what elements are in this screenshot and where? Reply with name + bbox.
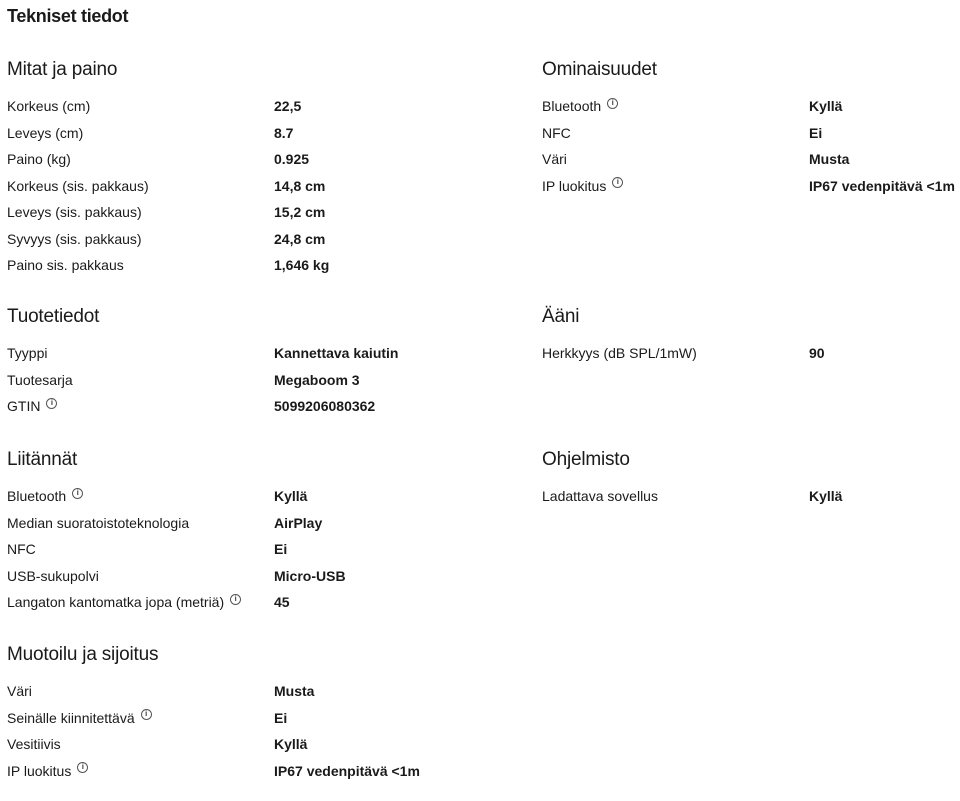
spec-list xyxy=(7,682,532,788)
spec-value: Kannettava kaiutin xyxy=(274,345,399,361)
info-circle-icon[interactable]: i xyxy=(46,398,57,409)
spec-row xyxy=(7,150,532,177)
spec-label-text: Korkeus (cm) xyxy=(7,98,91,114)
spec-list xyxy=(542,487,960,514)
spec-row xyxy=(7,709,532,736)
spec-label xyxy=(7,682,32,700)
section-title: Ääni xyxy=(542,306,580,327)
spec-value: Micro-USB xyxy=(274,567,346,584)
spec-list xyxy=(7,487,532,620)
spec-label-text: Paino (kg) xyxy=(7,151,71,167)
spec-value: AirPlay xyxy=(274,514,323,531)
spec-label xyxy=(7,709,152,727)
spec-label xyxy=(7,540,36,558)
spec-label xyxy=(542,97,618,115)
info-circle-icon[interactable]: i xyxy=(230,594,241,605)
spec-label-text: Herkkyys (dB SPL/1mW) xyxy=(542,345,697,361)
spec-row xyxy=(542,97,960,124)
info-circle-icon[interactable]: i xyxy=(72,488,83,499)
section-muotoilu-ja-sijoitus xyxy=(7,643,532,788)
page-title: Tekniset tiedot xyxy=(7,6,129,26)
spec-label-text: Bluetooth xyxy=(7,488,67,504)
spec-value: IP67 vedenpitävä <1m xyxy=(274,762,420,779)
spec-row xyxy=(7,540,532,567)
spec-value: Ei xyxy=(809,124,823,141)
spec-label-text: USB-sukupolvi xyxy=(7,567,99,584)
spec-label xyxy=(7,514,189,532)
info-circle-icon[interactable]: i xyxy=(612,177,623,188)
spec-label xyxy=(7,762,88,780)
spec-row xyxy=(7,344,532,371)
spec-row xyxy=(7,735,532,762)
spec-value: Ei xyxy=(274,709,288,726)
spec-label xyxy=(7,177,149,195)
spec-row xyxy=(7,567,532,594)
spec-label-text: Seinälle kiinnitettävä xyxy=(7,709,135,726)
section-title: Liitännät xyxy=(7,449,78,470)
spec-value: 45 xyxy=(274,594,290,610)
section-mitat-ja-paino xyxy=(7,58,532,283)
spec-label xyxy=(7,256,124,274)
spec-value: 1,646 kg xyxy=(274,257,330,273)
spec-list xyxy=(542,344,960,371)
spec-value: Kyllä xyxy=(274,736,308,752)
spec-row xyxy=(7,682,532,709)
section-ominaisuudet xyxy=(542,58,960,203)
spec-value: 22,5 xyxy=(274,98,302,114)
spec-value: Kyllä xyxy=(274,488,308,504)
spec-value: 24,8 cm xyxy=(274,230,326,247)
info-circle-icon[interactable]: i xyxy=(141,709,152,720)
spec-label xyxy=(7,593,241,611)
spec-row xyxy=(7,762,532,789)
info-circle-icon[interactable]: i xyxy=(77,762,88,773)
spec-row xyxy=(7,397,532,424)
spec-value: Kyllä xyxy=(809,98,843,114)
spec-label xyxy=(7,97,90,115)
spec-row xyxy=(7,124,532,151)
spec-row xyxy=(542,124,960,151)
spec-label-text: Langaton kantomatka jopa (metriä) xyxy=(7,594,225,610)
spec-label-text: Vesitiivis xyxy=(7,736,61,752)
spec-row xyxy=(542,177,960,204)
section-aani xyxy=(542,305,960,371)
spec-row xyxy=(7,514,532,541)
spec-row xyxy=(7,256,532,283)
spec-value: 14,8 cm xyxy=(274,177,326,194)
spec-row xyxy=(542,150,960,177)
spec-label-text: Leveys (sis. pakkaus) xyxy=(7,204,142,220)
spec-value: IP67 vedenpitävä <1m xyxy=(809,177,955,194)
spec-value: 15,2 cm xyxy=(274,204,326,220)
spec-label-text: Korkeus (sis. pakkaus) xyxy=(7,177,149,194)
spec-label-text: Väri xyxy=(7,683,32,699)
spec-label xyxy=(7,487,83,505)
spec-label-text: NFC xyxy=(542,124,571,141)
spec-label xyxy=(7,124,83,142)
spec-label xyxy=(7,203,142,221)
spec-label-text: Väri xyxy=(542,151,567,167)
spec-value: Ei xyxy=(274,541,288,557)
spec-label xyxy=(7,735,61,753)
spec-label-text: Median suoratoistoteknologia xyxy=(7,514,190,531)
spec-list xyxy=(7,97,532,283)
spec-label xyxy=(542,124,571,142)
spec-list xyxy=(7,344,532,424)
spec-label-text: Paino sis. pakkaus xyxy=(7,257,124,273)
section-title: Muotoilu ja sijoitus xyxy=(7,644,159,665)
spec-label xyxy=(7,150,71,168)
spec-label-text: Syvyys (sis. pakkaus) xyxy=(7,230,142,247)
spec-row xyxy=(7,593,532,620)
spec-value: Musta xyxy=(274,683,315,699)
section-ohjelmisto xyxy=(542,448,960,514)
section-title: Ominaisuudet xyxy=(542,59,657,80)
spec-label-text: Ladattava sovellus xyxy=(542,488,658,504)
section-title: Mitat ja paino xyxy=(7,59,118,80)
spec-label-text: Bluetooth xyxy=(542,98,602,114)
spec-row xyxy=(7,230,532,257)
section-title: Tuotetiedot xyxy=(7,306,100,327)
spec-row xyxy=(7,97,532,124)
spec-label xyxy=(7,567,99,585)
spec-label xyxy=(7,371,73,389)
spec-list xyxy=(542,97,960,203)
info-circle-icon[interactable]: i xyxy=(607,98,618,109)
spec-value: 5099206080362 xyxy=(274,398,376,414)
spec-label xyxy=(7,230,142,248)
spec-row xyxy=(7,203,532,230)
spec-label xyxy=(542,150,567,168)
spec-label-text: GTIN xyxy=(7,398,41,414)
spec-label-text: Leveys (cm) xyxy=(7,124,84,141)
section-tuotetiedot xyxy=(7,305,532,424)
spec-value: 0.925 xyxy=(274,151,310,167)
section-title: Ohjelmisto xyxy=(542,449,630,470)
spec-value: 90 xyxy=(809,345,825,361)
spec-label-text: Tuotesarja xyxy=(7,371,73,388)
spec-label-text: IP luokitus xyxy=(542,177,607,194)
spec-value: 8.7 xyxy=(274,124,294,141)
spec-value: Kyllä xyxy=(809,488,843,504)
spec-label-text: IP luokitus xyxy=(7,762,72,779)
section-liitannat xyxy=(7,448,532,620)
spec-label xyxy=(7,344,47,362)
spec-label-text: Tyyppi xyxy=(7,345,48,361)
spec-row xyxy=(542,487,960,514)
spec-row xyxy=(542,344,960,371)
spec-row xyxy=(7,487,532,514)
spec-row xyxy=(7,371,532,398)
spec-label xyxy=(7,397,57,415)
spec-label xyxy=(542,177,623,195)
spec-label xyxy=(542,487,658,505)
spec-value: Musta xyxy=(809,151,850,167)
spec-label-text: NFC xyxy=(7,541,36,557)
spec-value: Megaboom 3 xyxy=(274,371,360,388)
spec-row xyxy=(7,177,532,204)
spec-label xyxy=(542,344,697,362)
